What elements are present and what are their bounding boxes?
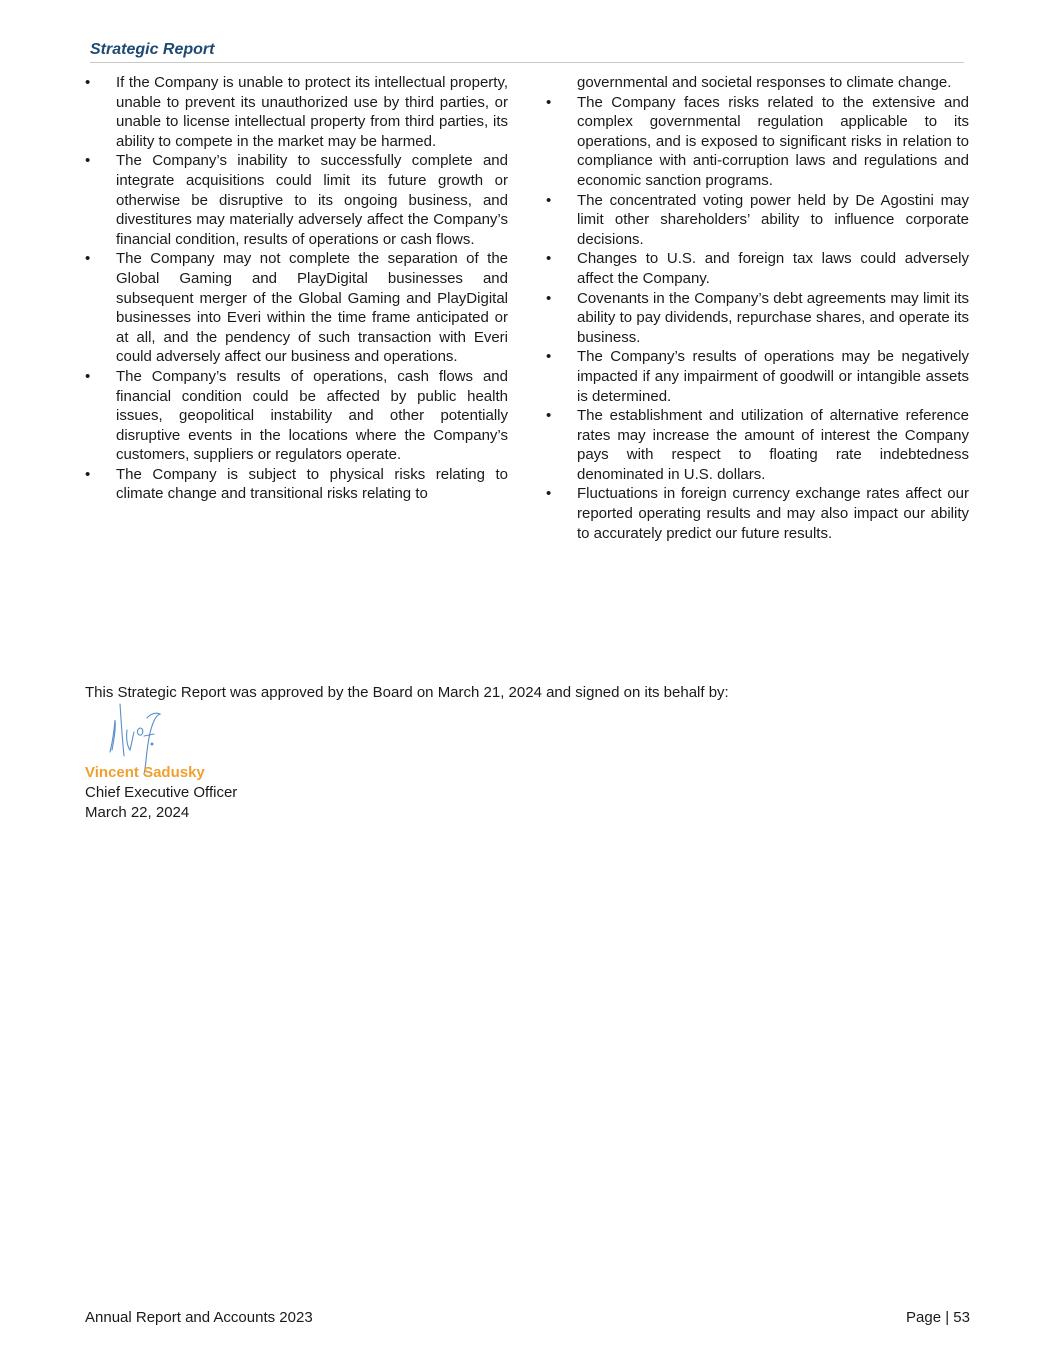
list-item xyxy=(85,249,508,367)
risk-text: Fluctuations in foreign currency exchange rates affect our reported operating results and may also impact our ability to accurately predict our future results. xyxy=(577,485,969,542)
signer-title: Chief Executive Officer xyxy=(85,784,238,801)
list-item xyxy=(546,249,969,288)
list-item xyxy=(546,406,969,484)
list-item xyxy=(85,367,508,465)
signature-date: March 22, 2024 xyxy=(85,804,190,821)
risk-text: If the Company is unable to protect its intellectual property, unable to prevent its unauthorized use by third parties, or unable to license intellectual property from third parties, its ability to compete in the market may be harmed. xyxy=(116,74,508,150)
bullet: • xyxy=(546,93,552,111)
signer-block xyxy=(85,763,237,823)
bullet: • xyxy=(85,367,91,385)
list-item xyxy=(546,191,969,250)
risk-text: The Company’s results of operations may be negatively impacted if any impairment of goodwill or intangible assets is determined. xyxy=(577,348,969,405)
page-header xyxy=(90,40,964,63)
bullet: • xyxy=(546,250,552,268)
list-item xyxy=(546,93,969,191)
risk-text: Covenants in the Company’s debt agreements may limit its ability to pay dividends, repurchase shares, and operate its business. xyxy=(577,289,969,346)
list-item xyxy=(85,465,508,504)
risk-text: Changes to U.S. and foreign tax laws could adversely affect the Company. xyxy=(577,250,969,287)
bullet: • xyxy=(85,74,91,91)
risk-text: The Company’s results of operations, cash flows and financial condition could be affected by public health issues, geopolitical instability and other potentially disruptive events in the locations where the Company’s customers, suppliers or regulators operate. xyxy=(116,367,508,464)
page-number: Page | 53 xyxy=(906,1309,970,1326)
risk-list-right xyxy=(546,93,969,544)
risk-text: The Company is subject to physical risks relating to climate change and transitional risks relating to xyxy=(116,465,508,503)
bullet: • xyxy=(85,465,91,483)
bullet: • xyxy=(546,407,552,425)
bullet: • xyxy=(85,152,91,170)
bullet: • xyxy=(546,348,552,366)
signer-name: Vincent Sadusky xyxy=(85,764,205,781)
approval-statement: This Strategic Report was approved by the Board on March 21, 2024 and signed on its behalf by: xyxy=(85,684,729,701)
risk-text: The Company may not complete the separation of the Global Gaming and PlayDigital businesses and subsequent merger of the Global Gaming and PlayDigital businesses into Everi within the time frame anticipated or at all, and the pendency of such transaction with Everi could adversely affect our business and operations. xyxy=(116,250,508,366)
bullet: • xyxy=(546,485,552,503)
section-title: Strategic Report xyxy=(90,41,215,58)
risk-text: The concentrated voting power held by De Agostini may limit other shareholders’ ability to influence corporate decisions. xyxy=(577,191,969,248)
bullet: • xyxy=(85,250,91,268)
right-column xyxy=(546,73,969,543)
risk-text: The Company faces risks related to the extensive and complex governmental regulation applicable to its operations, and is exposed to significant risks in relation to compliance with anti-corruption laws and regulations and economic sanction programs. xyxy=(577,93,969,189)
list-item xyxy=(85,151,508,249)
bullet: • xyxy=(546,289,552,307)
list-item xyxy=(85,73,508,151)
risk-text: The Company’s inability to successfully complete and integrate acquisitions could limit its future growth or otherwise be disruptive to its ongoing business, and divestitures may materially adversely affect the Company’s financial condition, results of operations or cash flows. xyxy=(116,152,508,248)
bullet: • xyxy=(546,191,552,209)
list-item-continuation: governmental and societal responses to climate change. xyxy=(577,74,952,91)
footer-document-title: Annual Report and Accounts 2023 xyxy=(85,1309,313,1326)
left-column xyxy=(85,73,508,504)
risk-text: The establishment and utilization of alternative reference rates may increase the amount of interest the Company pays with respect to floating rate indebtedness denominated in U.S. dollars. xyxy=(577,407,969,483)
list-item xyxy=(546,347,969,406)
list-item xyxy=(546,484,969,543)
page-footer xyxy=(85,1308,970,1327)
list-item xyxy=(546,289,969,348)
risk-list-left xyxy=(85,73,508,504)
